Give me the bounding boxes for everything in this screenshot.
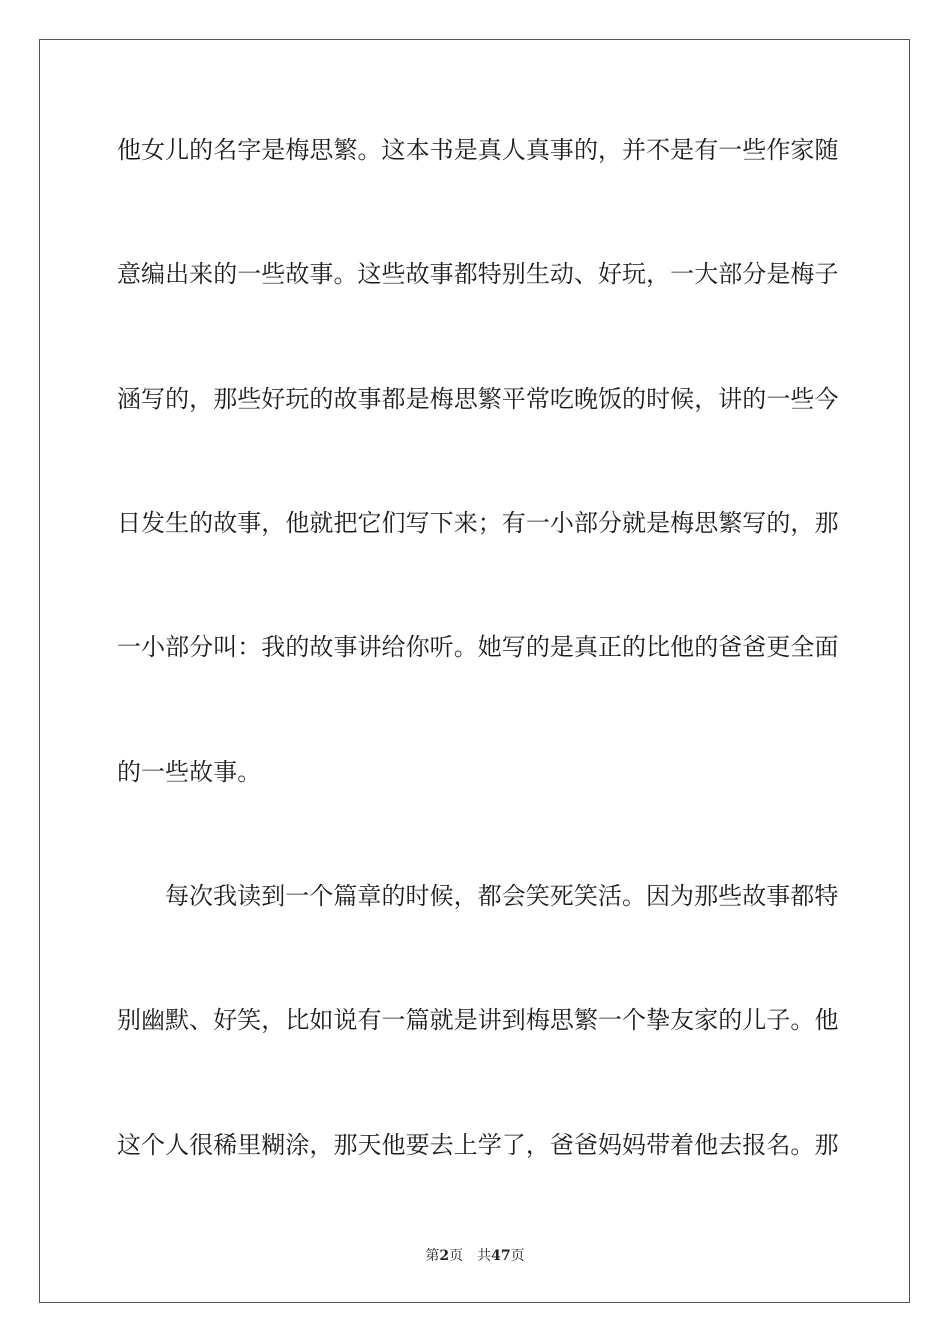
page-current: 2 <box>439 1248 450 1264</box>
text-line-1: 他女儿的名字是梅思繁。这本书是真人真事的，并不是有一些作家随 <box>117 136 839 164</box>
text-line-6: 的一些故事。 <box>117 758 262 786</box>
page-total: 47 <box>491 1248 511 1264</box>
text-line-4: 日发生的故事，他就把它们写下来；有一小部分就是梅思繁写的，那 <box>117 509 839 537</box>
text-line-7: 每次我读到一个篇章的时候，都会笑死笑活。因为那些故事都特 <box>165 882 839 910</box>
page-footer <box>0 1247 950 1265</box>
page-suffix: 页 <box>449 1248 464 1264</box>
total-prefix: 共 <box>477 1248 492 1264</box>
page-prefix: 第 <box>425 1248 440 1264</box>
text-line-2: 意编出来的一些故事。这些故事都特别生动、好玩，一大部分是梅子 <box>117 260 839 288</box>
text-line-3: 涵写的，那些好玩的故事都是梅思繁平常吃晚饭的时候，讲的一些今 <box>117 385 839 413</box>
text-line-8: 别幽默、好笑，比如说有一篇就是讲到梅思繁一个挚友家的儿子。他 <box>117 1006 839 1034</box>
page-frame <box>39 39 910 1303</box>
text-line-5: 一小部分叫：我的故事讲给你听。她写的是真正的比他的爸爸更全面 <box>117 633 839 661</box>
text-line-9: 这个人很稀里糊涂，那天他要去上学了，爸爸妈妈带着他去报名。那 <box>117 1131 839 1159</box>
total-suffix: 页 <box>510 1248 525 1264</box>
